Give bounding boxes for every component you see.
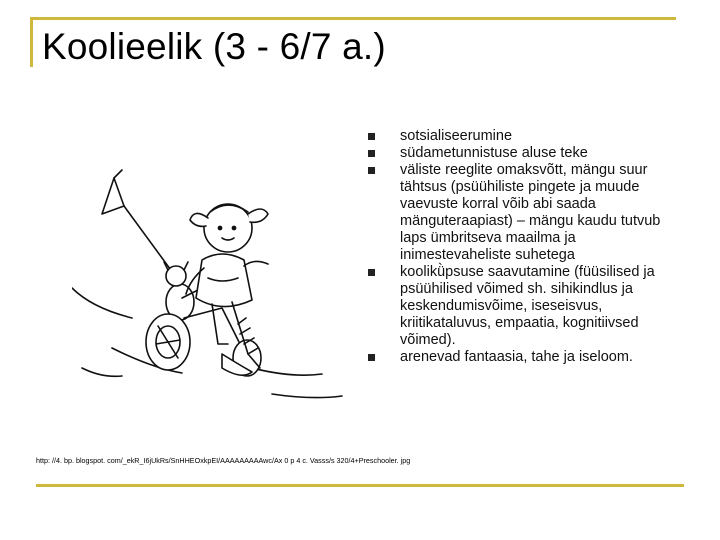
bullet-text: sotsialiseerumine xyxy=(400,128,513,144)
bullet-text: väliste reeglite omaksvõtt, mängu suur tähtsus (psüühiliste pingete ja muude vaevuste korral võib abi saada mänguteraapiast) – mängu kaudu tutvub laps ümbritseva maailma ja inimestevaheliste suhetega xyxy=(400,162,661,263)
bullet-text: koolikǜpsuse saavutamine (füüsilised ja psüühilised võimed sh. sihikindlus ja keskendumisvõime, iseseisvus, kriitikataluvus, empaatia, kognitiivsed võimed). xyxy=(400,264,655,348)
frame-top-rule xyxy=(30,17,676,20)
square-bullet-icon xyxy=(368,269,375,276)
image-source-url: http: //4. bp. blogspot. com/_ekR_I6jUkRs/SnHHEOxkpEI/AAAAAAAAAwc/Ax 0 p 4 c. Vasss/s 320/4+Preschooler. jpg xyxy=(36,456,411,465)
frame-left-rule xyxy=(30,17,33,67)
square-bullet-icon xyxy=(368,167,375,174)
list-item xyxy=(368,145,683,162)
list-item xyxy=(368,264,683,349)
bullet-text: südametunnistuse aluse teke xyxy=(400,145,588,161)
child-on-tricycle-illustration xyxy=(72,168,352,408)
list-item xyxy=(368,162,683,264)
list-item xyxy=(368,128,683,145)
square-bullet-icon xyxy=(368,150,375,157)
list-item xyxy=(368,349,683,366)
slide-title: Koolieelik (3 - 6/7 a.) xyxy=(42,26,386,67)
square-bullet-icon xyxy=(368,133,375,140)
bullet-text: arenevad fantaasia, tahe ja iseloom. xyxy=(400,349,633,365)
bullet-list xyxy=(368,128,683,366)
frame-bottom-rule xyxy=(36,484,684,487)
square-bullet-icon xyxy=(368,354,375,361)
